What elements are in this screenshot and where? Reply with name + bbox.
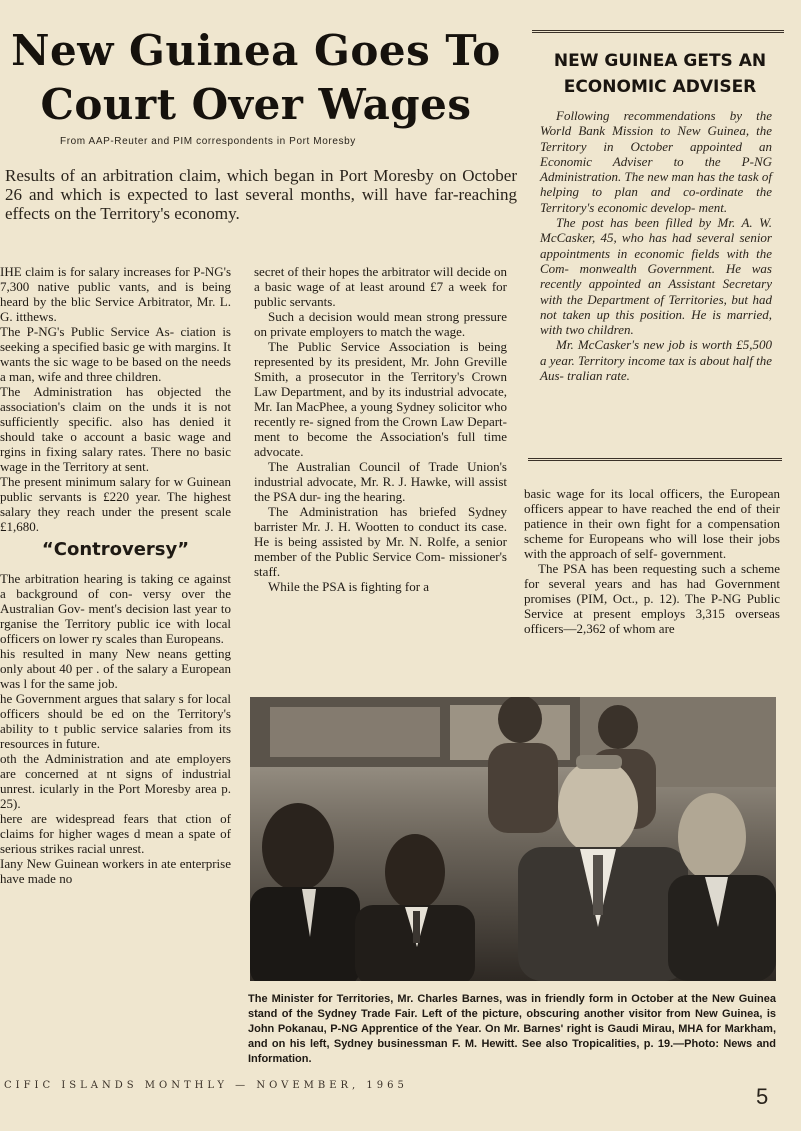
column-2 [254,264,507,674]
sidebar-top-rule [532,30,784,33]
paragraph: The P-NG's Public Service As- ciation is seeking a specified basic ge with margins. It wants the sic wage to be based on the needs a man, wife and three children. [0,324,231,384]
paragraph: The Public Service Association is being represented by its president, Mr. John Greville Smith, a prosecutor in the Territory's Crown Law Department, and by its industrial advocate, Mr. Ian MacPhee, a young Sydney solicitor who recently re- signed from the Crown Law Depart- ment to become the Association's full time advocate. [254,339,507,459]
paragraph: The Australian Council of Trade Union's industrial advocate, Mr. R. J. Hawke, will assist the PSA dur- ing the hearing. [254,459,507,504]
paragraph: The Administration has briefed Sydney barrister Mr. J. H. Wootten to conduct its case. He is being assisted by Mr. N. Rolfe, a senior member of the Public Service Com- missioner's staff. [254,504,507,579]
paragraph: basic wage for its local officers, the European officers appear to have reached the end of their patience in their own fight for a compensation scheme for Europeans who will lose their jobs with the approach of self- government. [524,486,780,561]
page-footer: CIFIC ISLANDS MONTHLY — NOVEMBER, 1965 [4,1080,408,1091]
photo-caption: The Minister for Territories, Mr. Charles Barnes, was in friendly form in October at the New Guinea stand of the Sydney Trade Fair. Left of the picture, obscuring another visitor from New Guinea, is John Pokanau, P-NG Apprentice of the Year. On Mr. Barnes' right is Gaudi Mirau, MHA for Markham, and on his left, Sydney businessman F. M. Hewitt. See also Tropicalities, p. 19.—Photo: News and Information. [248,993,776,1065]
sidebar-body [540,108,772,383]
byline: From AAP-Reuter and PIM correspondents in Port Moresby [60,136,356,147]
paragraph: The arbitration hearing is taking ce against a background of con- versy over the Australian Gov- ment's decision last year to rganise the Territory public ice with local officers on lower ry scales than Europeans. [0,571,231,646]
paragraph: his resulted in many New neans getting only about 40 per . of the salary a European was l for the same job. [0,646,231,691]
paragraph: here are widespread fears that ction of claims for higher wages d mean a spate of serious strikes racial unrest. [0,811,231,856]
paragraph: While the PSA is fighting for a [268,579,430,594]
news-photo [250,697,776,981]
column-1 [0,264,231,1076]
photo-illustration [250,697,776,981]
paragraph: oth the Administration and ate employers are concerned at nt signs of industrial unrest. icularly in the Port Moresby area p. 25). [0,751,231,811]
paragraph: IHE claim is for salary increases for P-NG's 7,300 native public vants, and is being heard by the blic Service Arbitrator, Mr. L. G. itthews. [0,264,231,324]
paragraph: The Administration has objected the association's claim on the unds it is not sufficiently specific. also has denied it should take o account a basic wage and rgins in fixing salary rates. There no basic wage in the Territory at sent. [0,384,231,474]
section-subhead: “Controversy” [41,539,190,560]
sidebar-paragraph: Mr. McCasker's new job is worth £5,500 a year. Territory income tax is about half the Aus- tralian rate. [540,337,772,384]
paragraph: secret of their hopes the arbitrator will decide on a basic wage of at least around £7 a week for public servants. [254,264,507,309]
sidebar-title: NEW GUINEA GETS AN ECONOMIC ADVISER [553,51,767,97]
sidebar-paragraph: Following recommendations by the World Bank Mission to New Guinea, the Territory in October appointed an Economic Adviser to the P-NG Administration. The new man has the task of helping to plan and co-ordinate the Territory's economic develop- ment. [540,108,772,215]
article-intro: Results of an arbitration claim, which began in Port Moresby on October 26 and which is expected to last several months, will have far-reaching effects on the Territory's economy. [5,166,517,223]
paragraph: The PSA has been requesting such a scheme for several years and has had Government promises (PIM, Oct., p. 12). The P-NG Public Service at present employs 3,315 overseas officers—2,362 of whom are [524,561,780,636]
sidebar-bottom-rule [528,458,782,461]
paragraph: Iany New Guinean workers in ate enterprise have made no [0,856,231,886]
article-headline: New Guinea Goes To Court Over Wages [11,26,501,129]
page-number: 5 [756,1084,769,1109]
paragraph: The present minimum salary for w Guinean public servants is £220 year. The highest salary they reach under the present scale £1,680. [0,474,231,534]
sidebar-paragraph: The post has been filled by Mr. A. W. McCasker, 45, who has had several senior appointments in economic fields with the Com- monwealth Government. He was recently appointed an Assistant Secretary with the Department of Territories, but had not taken up this position. He is married, with two children. [540,215,772,338]
paragraph: Such a decision would mean strong pressure on private employers to match the wage. [254,309,507,339]
paragraph: he Government argues that salary s for local officers should be ed on the Territory's ability to t public service salaries from its resources in future. [0,691,231,751]
column-3 [524,486,780,678]
